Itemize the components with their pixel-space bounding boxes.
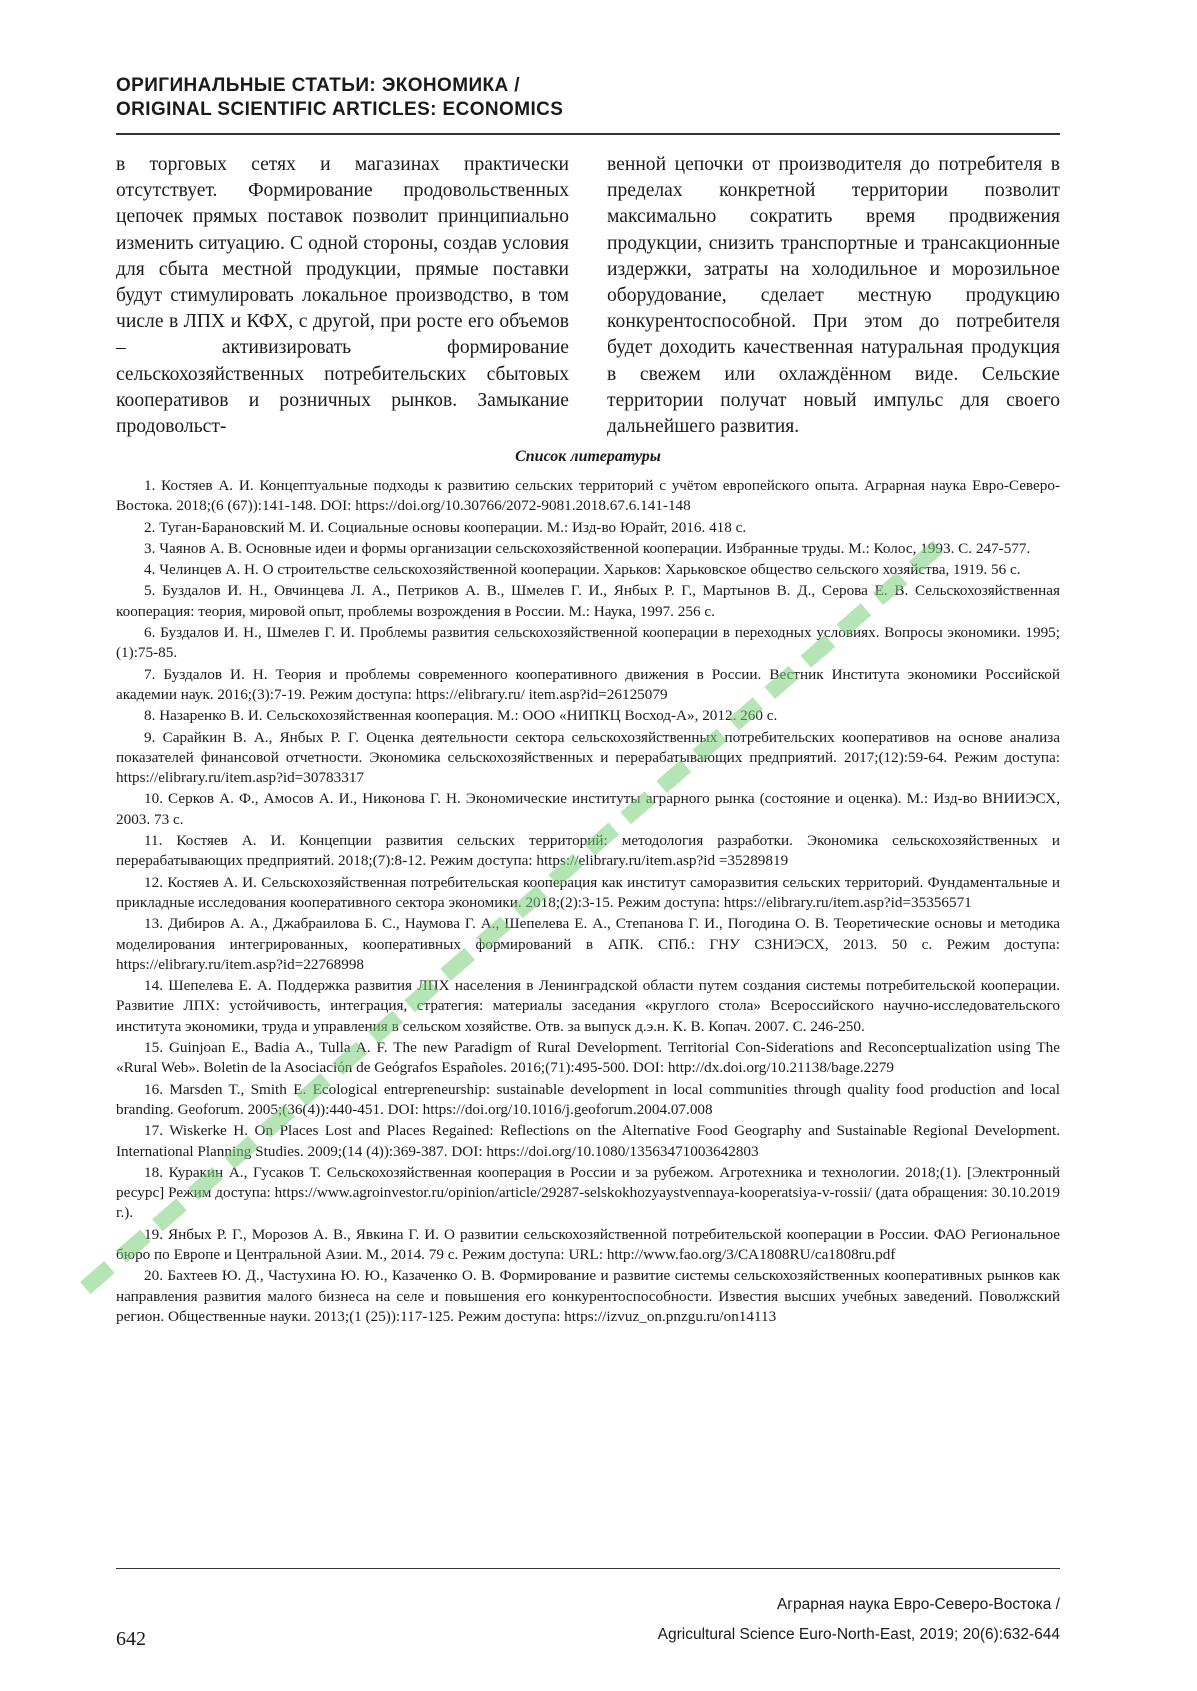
reference-item: 7. Буздалов И. Н. Теория и проблемы современного кооперативного движения в России. Вестник Института экономики Российской академии наук. 2016;(3):7-19. Режим доступа: https://elibrary.ru/ item.asp?id=26125079 (116, 665, 1060, 703)
journal-title-ru: Аграрная наука Евро-Северо-Востока / (776, 1596, 1060, 1613)
reference-item: 4. Челинцев А. Н. О строительстве сельскохозяйственной кооперации. Харьков: Харьковское общество сельского хозяйства, 1919. 56 с. (144, 561, 1021, 579)
reference-item: 11. Костяев А. И. Концепции развития сельских территорий: методология разработки. Экономика сельскохозяйственных и перерабатывающих предприятий. 2018;(7):8-12. Режим доступа: https://elibrary.ru/item.asp?id =35289819 (116, 832, 1060, 870)
header-divider (116, 133, 1060, 135)
section-header (116, 74, 1060, 122)
reference-item: 14. Шепелева Е. А. Поддержка развития ЛПХ населения в Ленинградской области путем создания системы потребительской кооперации. Развитие ЛПХ: устойчивость, интеграция, стратегия: материалы заседания «круглого стола» Всероссийского научно-исследовательского института экономики, труда и управления в сельском хозяйстве. Отв. за выпуск д.э.н. К. В. Копач. 2007. С. 246-250. (116, 977, 1060, 1035)
reference-item: 9. Сарайкин В. А., Янбых Р. Г. Оценка деятельности сектора сельскохозяйственных потребительских кооперативов на основе анализа показателей финансовой отчетности. Экономика сельскохозяйственных и перерабатывающих предприятий. 2017;(12):59-64. Режим доступа: https://elibrary.ru/item.asp?id=30783317 (116, 728, 1060, 787)
page-number: 642 (116, 1628, 146, 1650)
section-title-ru: ОРИГИНАЛЬНЫЕ СТАТЬИ: ЭКОНОМИКА / (116, 75, 520, 96)
page (116, 0, 1060, 1691)
body-column-right: венной цепочки от производителя до потребителя в пределах конкретной территории позволит максимально сократить время продвижения продукции, снизить транспортные и трансакционные издержки, затраты на холодильное и морозильное оборудование, сделает местную продукцию конкурентоспособной. При этом до потребителя будет доходить качественная натуральная продукция в свежем или охлаждённом виде. Сельские территории получат новый импульс для своего дальнейшего развития. (607, 154, 1060, 438)
body-column-left: в торговых сетях и магазинах практически отсутствует. Формирование продовольственных цепочек прямых поставок позволит принципиально изменить ситуацию. С одной стороны, создав условия для сбыта местной продукции, прямые поставки будут стимулировать локальное производство, в том числе в ЛПХ и КФХ, с другой, при росте его объемов – активизировать формирование сельскохозяйственных потребительских сбытовых кооперативов и розничных рынков. Замыкание продовольст- (116, 154, 569, 438)
footer-divider (116, 1568, 1060, 1569)
journal-title-en: Agricultural Science Euro-North-East, 2019; 20(6):632-644 (657, 1626, 1060, 1643)
reference-item: 19. Янбых Р. Г., Морозов А. В., Явкина Г. И. О развитии сельскохозяйственной потребительской кооперации в России. ФАО Региональное бюро по Европе и Центральной Азии. М., 2014. 79 с. Режим доступа: URL: http://www.fao.org/3/CA1808RU/ca1808ru.pdf (116, 1225, 1060, 1263)
reference-item: 5. Буздалов И. Н., Овчинцева Л. А., Петриков А. В., Шмелев Г. И., Янбых Р. Г., Мартынов В. Д., Серова Е. В. Сельскохозяйственная кооперация: теория, мировой опыт, проблемы возрождения в России. М.: Наука, 1997. 256 с. (116, 582, 1060, 620)
journal-info (658, 1590, 1060, 1650)
reference-item: 13. Дибиров А. А., Джабраилова Б. С., Наумова Г. А., Шепелева Е. А., Степанова Г. И., Погодина О. В. Теоретические основы и методика моделирования интегрированных, кооперативных формирований в АПК. СПб.: ГНУ СЗНИЭСХ, 2013. 50 с. Режим доступа: https://elibrary.ru/item.asp?id=22768998 (116, 915, 1060, 973)
reference-item: 8. Назаренко В. И. Сельскохозяйственная кооперация. М.: ООО «НИПКЦ Восход-А», 2012. 260 с. (144, 707, 778, 725)
reference-item: 17. Wiskerke H. On Places Lost and Places Regained: Reflections on the Alternative Food Geography and Sustainable Regional Development. International Planning Studies. 2009;(14 (4)):369-387. DOI: https://doi.org/10.1080/13563471003642803 (116, 1122, 1060, 1160)
reference-item: 15. Guinjoan E., Badia A., Tulla A. F. The new Paradigm of Rural Development. Territorial Con-Siderations and Reconceptualization using The «Rural Web». Boletin de la Asociación de Geógrafos Españoles. 2016;(71):495-500. DOI: http://dx.doi.org/10.21138/bage.2279 (116, 1039, 1060, 1077)
reference-item: 6. Буздалов И. Н., Шмелев Г. И. Проблемы развития сельскохозяйственной кооперации в переходных условиях. Вопросы экономики. 1995;(1):75-85. (116, 624, 1060, 662)
reference-item: 20. Бахтеев Ю. Д., Частухина Ю. Ю., Казаченко О. В. Формирование и развитие системы сельскохозяйственных кооперативных рынков как направления развития малого бизнеса на селе и повышения его конкурентоспособности. Известия высших учебных заведений. Поволжский регион. Общественные науки. 2013;(1 (25)):117-125. Режим доступа: https://izvuz_on.pnzgu.ru/on14113 (116, 1267, 1060, 1325)
reference-item: 1. Костяев А. И. Концептуальные подходы к развитию сельских территорий с учётом европейского опыта. Аграрная наука Евро-Северо-Востока. 2018;(6 (67)):141-148. DOI: https://doi.org/10.30766/2072-9081.2018.67.6.141-148 (116, 477, 1060, 515)
reference-item: 12. Костяев А. И. Сельскохозяйственная потребительская кооперация как институт саморазвития сельских территорий. Фундаментальные и прикладные исследования кооперативного сектора экономики. 2018;(2):3-15. Режим доступа: https://elibrary.ru/item.asp?id=35356571 (116, 873, 1060, 911)
reference-item: 10. Серков А. Ф., Амосов А. И., Никонова Г. Н. Экономические институты аграрного рынка (состояние и оценка). М.: Изд-во ВНИИЭСХ, 2003. 73 с. (116, 790, 1060, 828)
reference-item: 16. Marsden T., Smith E. Ecological entrepreneurship: sustainable development in local communities through quality food production and local branding. Geoforum. 2005;(36(4)):440-451. DOI: https://doi.org/10.1016/j.geoforum.2004.07.008 (116, 1080, 1060, 1118)
reference-item: 18. Куракин А., Гусаков Т. Сельскохозяйственная кооперация в России и за рубежом. Агротехника и технологии. 2018;(1). [Электронный ресурс] Режим доступа: https://www.agroinvestor.ru/opinion/article/29287-selskokhozyaystvennaya-kooperatsiya-v-rossii/ (дата обращения: 30.10.2019 г.). (116, 1163, 1060, 1222)
section-title-en: ORIGINAL SCIENTIFIC ARTICLES: ECONOMICS (116, 99, 564, 120)
references-title: Список литературы (515, 448, 661, 465)
reference-item: 3. Чаянов А. В. Основные идеи и формы организации сельскохозяйственной кооперации. Избранные труды. М.: Колос, 1993. С. 247-577. (144, 539, 1031, 557)
reference-list (116, 476, 1060, 1328)
reference-item: 2. Туган-Барановский М. И. Социальные основы кооперации. М.: Изд-во Юрайт, 2016. 418 с. (144, 518, 747, 536)
body-text (116, 152, 1060, 440)
